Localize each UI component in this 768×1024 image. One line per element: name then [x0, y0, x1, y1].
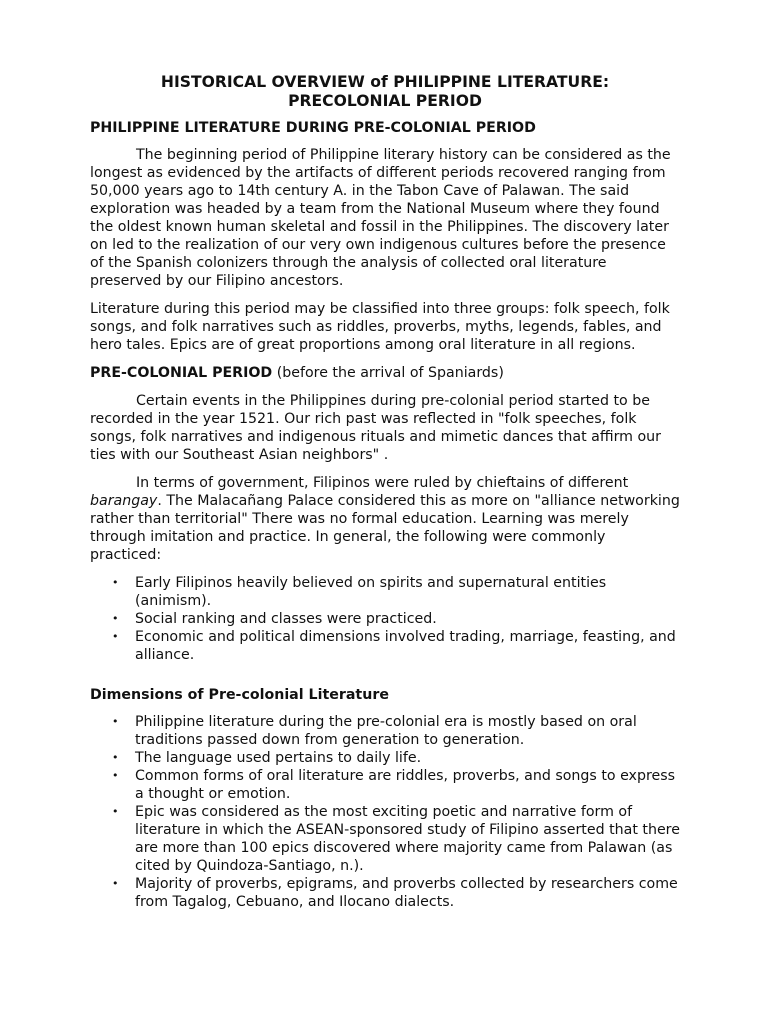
section-heading-precolonial-period — [90, 364, 680, 382]
document-title — [90, 73, 680, 111]
list-item-text: Economic and political dimensions involved trading, marriage, feasting, and alliance. — [135, 629, 676, 663]
paragraph-certain-events: Certain events in the Philippines during pre-colonial period started to be recorded in the year 1521. Our rich past was reflected in "folk speeches, folk songs, folk narratives and indigenous rituals and mimetic dances that affirm our ties with our Southeast Asian neighbors" . — [90, 393, 661, 463]
bullet-icon: • — [112, 630, 119, 643]
list-item-text: Social ranking and classes were practiced. — [135, 611, 437, 627]
list-item-text: Majority of proverbs, epigrams, and proverbs collected by researchers come from Tagalog, Cebuano, and Ilocano dialects. — [135, 876, 678, 910]
list-item — [90, 875, 680, 911]
title-line-2: PRECOLONIAL PERIOD — [288, 92, 482, 110]
heading-bold-part: PRE-COLONIAL PERIOD — [90, 365, 273, 381]
paragraph-literature-groups: Literature during this period may be classified into three groups: folk speech, folk songs, and folk narratives such as riddles, proverbs, myths, legends, fables, and hero tales. Epics are of great proportions among oral literature in all regions. — [90, 301, 670, 353]
paragraph-beginning-period: The beginning period of Philippine literary history can be considered as the longest as evidenced by the artifacts of different periods recovered ranging from 50,000 years ago to 14th century A. in the Tabon Cave of Palawan. The said exploration was headed by a team from the National Museum where they found the oldest known human skeletal and fossil in the Philippines. The discovery later on led to the realization of our very own indigenous cultures before the presence of the Spanish colonizers through the analysis of collected oral literature preserved by our Filipino ancestors. — [90, 147, 671, 289]
bullet-icon: • — [112, 877, 119, 890]
document-page — [90, 73, 680, 920]
spacer — [90, 673, 680, 686]
list-item-text: The language used pertains to daily life. — [135, 750, 422, 766]
list-item — [90, 767, 680, 803]
list-item — [90, 803, 680, 875]
title-line-1: HISTORICAL OVERVIEW of PHILIPPINE LITERATURE: — [160, 73, 610, 91]
bullet-icon: • — [112, 805, 119, 818]
list-item — [90, 749, 680, 767]
list-item — [90, 610, 680, 628]
heading-note: (before the arrival of Spaniards) — [272, 365, 504, 381]
bullet-icon: • — [112, 715, 119, 728]
government-text-start: In terms of government, Filipinos were ruled by chieftains of different — [136, 475, 629, 491]
dimensions-list — [90, 713, 680, 911]
government-text-rest: . The Malacañang Palace considered this as more on "alliance networking rather than territorial" There was no formal education. Learning was merely through imitation and practice. In general, the following were commonly practiced: — [90, 493, 680, 563]
bullet-icon: • — [112, 751, 119, 764]
bullet-icon: • — [112, 769, 119, 782]
bullet-icon: • — [112, 612, 119, 625]
list-item — [90, 628, 680, 664]
paragraph-government — [90, 474, 680, 564]
bullet-icon: • — [112, 576, 119, 589]
list-item-text: Epic was considered as the most exciting poetic and narrative form of literature in which the ASEAN-sponsored study of Filipino asserted that there are more than 100 epics discovered where majority came from Palawan (as cited by Quindoza-Santiago, n.). — [135, 804, 680, 874]
list-item — [90, 713, 680, 749]
list-item-text: Early Filipinos heavily believed on spirits and supernatural entities (animism). — [135, 575, 607, 609]
list-item-text: Common forms of oral literature are riddles, proverbs, and songs to express a thought or emotion. — [135, 768, 675, 802]
list-item — [90, 574, 680, 610]
practices-list — [90, 574, 680, 664]
list-item-text: Philippine literature during the pre-colonial era is mostly based on oral traditions passed down from generation to generation. — [135, 714, 637, 748]
section-heading-dimensions: Dimensions of Pre-colonial Literature — [90, 687, 389, 703]
section-heading-during-precolonial: PHILIPPINE LITERATURE DURING PRE-COLONIAL PERIOD — [90, 120, 536, 136]
barangay-term: barangay — [90, 493, 158, 509]
